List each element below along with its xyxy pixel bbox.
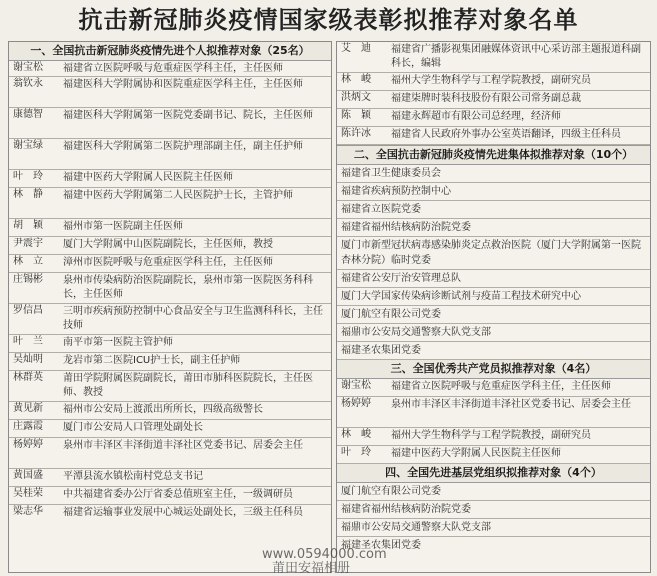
list-item: 福建圣农集团党委 xyxy=(341,540,421,551)
person-desc: 福建省广播影视集团融媒体资讯中心采访部主题报道科副科长，编辑 xyxy=(391,44,641,69)
table-row xyxy=(9,219,331,237)
table-row xyxy=(9,505,331,535)
table-row xyxy=(9,402,331,420)
person-desc: 福建省立医院呼吸与危重症医学科主任，主任医师 xyxy=(63,63,283,74)
person-desc: 泉州市丰泽区丰泽街道丰泽社区党委书记、居委会主任 xyxy=(63,440,303,451)
person-name: 林 峻 xyxy=(341,74,371,85)
list-item: 福鼎市公安局交通警察大队党支部 xyxy=(337,519,650,537)
watermark-url: www.0594000.com xyxy=(262,547,387,562)
list-item: 福建省公安厅治安管理总队 xyxy=(337,270,650,288)
person-desc: 厦门市公安局人口管理处副处长 xyxy=(63,422,203,433)
table-row xyxy=(9,487,331,505)
person-desc: 龙岩市第二医院ICU护士长，副主任护师 xyxy=(63,355,241,366)
person-name: 艾 迪 xyxy=(341,43,371,54)
table-row xyxy=(9,255,331,273)
table-row xyxy=(9,335,331,353)
person-name: 梁志华 xyxy=(13,506,43,517)
person-desc: 福建医科大学附属第二医院护理部副主任，副主任护师 xyxy=(63,141,303,152)
person-name: 康德智 xyxy=(13,109,43,120)
left-column xyxy=(8,41,332,573)
person-desc: 福建省立医院呼吸与危重症医学科主任，主任医师 xyxy=(391,381,611,392)
person-desc: 福建中医药大学附属第二人民医院护士长，主管护师 xyxy=(63,190,293,201)
person-desc: 福建医科大学附属第一医院党委副书记、院长，主任医师 xyxy=(63,110,313,121)
list-item: 厦门市新型冠状病毒感染肺炎定点救治医院（厦门大学附属第一医院杏林分院）临时党委 xyxy=(337,237,650,270)
person-desc: 厦门大学附属中山医院副院长，主任医师，教授 xyxy=(63,239,273,250)
list-item: 福建省福州结核病防治院党委 xyxy=(337,219,650,237)
person-name: 陈 颖 xyxy=(341,110,371,121)
table-row xyxy=(9,353,331,371)
person-name: 叶 兰 xyxy=(13,336,43,347)
person-desc: 三明市疾病预防控制中心食品安全与卫生监测科科长，主任技师 xyxy=(63,306,323,331)
person-desc: 福建中医药大学附属人民医院主任医师 xyxy=(63,172,233,183)
table-row xyxy=(9,188,331,219)
person-name: 林 立 xyxy=(13,256,43,267)
person-desc: 泉州市传染病防治医院副院长，泉州市第一医院医务科科长，主任医师 xyxy=(63,275,313,300)
table-row xyxy=(9,438,331,469)
table-row xyxy=(337,127,650,145)
person-desc: 南平市第一医院主管护师 xyxy=(63,337,173,348)
table-row xyxy=(9,170,331,188)
person-desc: 福州大学生物科学与工程学院教授，副研究员 xyxy=(391,430,591,441)
table-row xyxy=(337,73,650,91)
person-desc: 福建永辉超市有限公司总经理，经济师 xyxy=(391,111,561,122)
person-desc: 福建省运输事业发展中心城运处副处长，三级主任科员 xyxy=(63,507,303,518)
person-desc: 漳州市医院呼吸与危重症医学科主任，主任医师 xyxy=(63,257,273,268)
person-name: 罗信昌 xyxy=(13,305,43,316)
person-desc: 平潭县流水镇松南村党总支书记 xyxy=(63,471,203,482)
person-name: 林群英 xyxy=(13,372,43,383)
table-row xyxy=(337,428,650,446)
person-desc: 福建柒牌时装科技股份有限公司常务副总裁 xyxy=(391,93,581,104)
table-row xyxy=(337,91,650,109)
table-row xyxy=(9,77,331,108)
table-row xyxy=(9,469,331,487)
person-name: 杨婷婷 xyxy=(13,439,43,450)
table-row xyxy=(337,397,650,428)
person-name: 吴桂荣 xyxy=(13,488,43,499)
list-item: 福建省卫生健康委员会 xyxy=(337,165,650,183)
person-name: 黄国盛 xyxy=(13,470,43,481)
person-name: 叶 玲 xyxy=(341,447,371,458)
person-name: 庄锡彬 xyxy=(13,274,43,285)
person-name: 林 静 xyxy=(13,189,43,200)
person-name: 洪炳文 xyxy=(341,92,371,103)
person-name: 胡 颖 xyxy=(13,220,43,231)
table-row xyxy=(337,379,650,397)
section3-heading: 三、全国优秀共产党员拟推荐对象（4名） xyxy=(337,360,650,379)
table-row xyxy=(337,42,650,73)
person-desc: 泉州市丰泽区丰泽街道丰泽社区党委书记、居委会主任 xyxy=(391,399,631,410)
person-name: 庄露霞 xyxy=(13,421,43,432)
list-item: 福建省立医院党委 xyxy=(337,201,650,219)
section1-heading: 一、全国抗击新冠肺炎疫情先进个人拟推荐对象（25名） xyxy=(9,42,331,61)
list-item: 福建省疾病预防控制中心 xyxy=(337,183,650,201)
person-name: 陈许冰 xyxy=(341,128,371,139)
person-desc: 福建省人民政府外事办公室英语翻译，四级主任科员 xyxy=(391,129,621,140)
table-row xyxy=(9,371,331,402)
watermark-site: 莆田安福相册 xyxy=(272,561,351,576)
table-row xyxy=(9,237,331,255)
person-name: 谢宝绿 xyxy=(13,140,43,151)
person-name: 叶 玲 xyxy=(13,171,43,182)
page-title: 抗击新冠肺炎疫情国家级表彰拟推荐对象名单 xyxy=(78,6,579,34)
list-item: 福建圣农集团党委 xyxy=(337,342,650,360)
list-item: 福鼎市公安局交通警察大队党支部 xyxy=(337,324,650,342)
table-row xyxy=(9,139,331,170)
person-name: 吴灿明 xyxy=(13,354,43,365)
section2-heading: 二、全国抗击新冠肺炎疫情先进集体拟推荐对象（10个） xyxy=(337,145,650,165)
table-row xyxy=(9,304,331,335)
table-row xyxy=(337,446,650,464)
person-name: 黄见新 xyxy=(13,403,43,414)
table-row xyxy=(9,273,331,304)
list-item: 厦门航空有限公司党委 xyxy=(337,306,650,324)
list-item: 厦门大学国家传染病诊断试剂与疫苗工程技术研究中心 xyxy=(337,288,650,306)
person-name: 杨婷婷 xyxy=(341,398,371,409)
person-desc: 福建医科大学附属协和医院重症医学科主任，主任医师 xyxy=(63,79,303,90)
table-row xyxy=(9,108,331,139)
person-desc: 福州市公安局上渡派出所所长，四级高级警长 xyxy=(63,404,263,415)
list-item: 厦门航空有限公司党委 xyxy=(337,483,650,501)
person-desc: 莆田学院附属医院副院长，莆田市肺科医院院长，主任医师、教授 xyxy=(63,373,313,398)
person-name: 翁钦永 xyxy=(13,78,43,89)
table-row xyxy=(337,109,650,127)
person-name: 谢宝松 xyxy=(341,380,371,391)
person-desc: 福州大学生物科学与工程学院教授，副研究员 xyxy=(391,75,591,86)
right-column xyxy=(336,41,651,573)
person-name: 谢宝松 xyxy=(13,62,43,73)
person-desc: 福建中医药大学附属人民医院主任医师 xyxy=(391,448,561,459)
person-name: 林 峻 xyxy=(341,429,371,440)
watermark xyxy=(262,548,387,576)
person-desc: 福州市第一医院副主任医师 xyxy=(63,221,183,232)
section4-heading: 四、全国先进基层党组织拟推荐对象（4个） xyxy=(337,464,650,483)
person-desc: 中共福建省委办公厅省委总值班室主任，一级调研员 xyxy=(63,489,293,500)
list-item: 福建省福州结核病防治院党委 xyxy=(337,501,650,519)
table-row xyxy=(9,61,331,77)
table-row xyxy=(9,420,331,438)
person-name: 尹震宇 xyxy=(13,238,43,249)
